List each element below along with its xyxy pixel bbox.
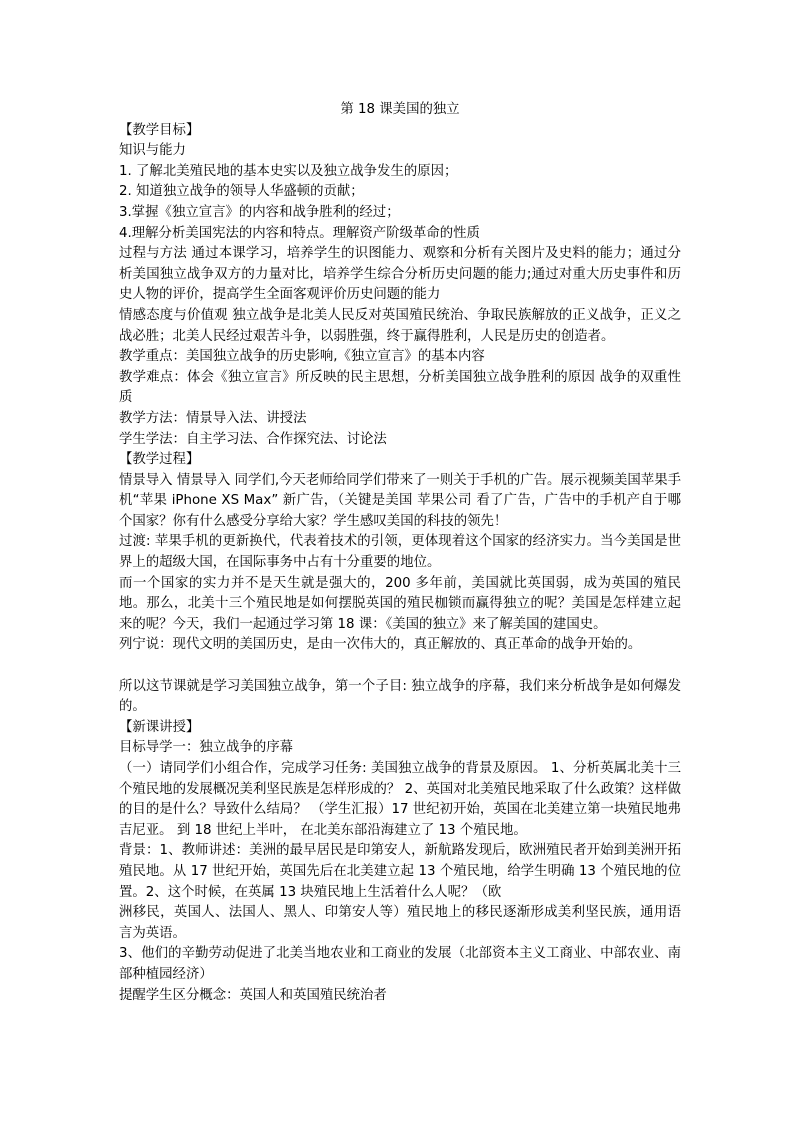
- paragraph: 3.掌握《独立宣言》的内容和战争胜利的经过；: [119, 204, 400, 220]
- paragraph: 学生学法：自主学习法、合作探究法、讨论法: [119, 431, 387, 447]
- paragraph: 知识与能力: [119, 143, 186, 159]
- paragraph: 2. 知道独立战争的领导人华盛顿的贡献；: [119, 184, 364, 200]
- paragraph: 提醒学生区分概念：英国人和英国殖民统治者: [119, 987, 387, 1003]
- document-body: [119, 121, 681, 1007]
- document-title: 第 18 课美国的独立: [340, 102, 460, 117]
- paragraph: 教学重点：美国独立战争的历史影响,《独立宣言》的基本内容: [119, 349, 485, 365]
- paragraph: 情感态度与价值观 独立战争是北美人民反对英国殖民统治、争取民族解放的正义战争，正义之战必胜；北美人民经过艰苦斗争，以弱胜强，终于赢得胜利，人民是历史的创造者。: [119, 307, 681, 344]
- paragraph: 【教学目标】: [119, 122, 200, 138]
- paragraph: 过程与方法 通过本课学习，培养学生的识图能力、观察和分析有关图片及史料的能力；通过分析美国独立战争双方的力量对比，培养学生综合分析历史问题的能力;通过对重大历史事件和历史人物的评价，提高学生全面客观评价历史问题的能力: [119, 246, 681, 303]
- paragraph: 洲移民，英国人、法国人、黑人、印第安人等）殖民地上的移民逐渐形成美利坚民族，通用语言为英语。: [119, 905, 681, 941]
- paragraph: 而一个国家的实力并不是天生就是强大的，200 多年前，美国就比英国弱，成为英国的殖民地。那么，北美十三个殖民地是如何摆脱英国的殖民枷锁而赢得独立的呢？美国是怎样建立起来的呢？今天，我们一起通过学习第 18 课：《美国的独立》来了解美国的建国史。: [119, 575, 681, 632]
- paragraph: 目标导学一：独立战争的序幕: [119, 740, 294, 756]
- paragraph: （一）请同学们小组合作，完成学习任务: 美国独立战争的背景及原因。 1、分析英属北美十三个殖民地的发展概况美利坚民族是怎样形成的？ 2、英国对北美殖民地采取了什么政策？这样做的目的是什么？导致什么结局？ （学生汇报）17 世纪初开始，英国在北美建立第一块殖民地弗吉尼亚。 到 18 世纪上半叶， 在北美东部沿海建立了 13 个殖民地。: [119, 761, 681, 838]
- paragraph: 情景导入 情景导入 同学们,今天老师给同学们带来了一则关于手机的广告。展示视频美国苹果手机“苹果 iPhone XS Max” 新广告，（关键是美国 苹果公司 看了广告，广告中的手机产自于哪个国家？你有什么感受分享给大家？学生感叹美国的科技的领先！: [119, 472, 681, 529]
- paragraph: 【新课讲授】: [119, 719, 200, 735]
- paragraph: 4.理解分析美国宪法的内容和特点。理解资产阶级革命的性质: [119, 225, 480, 241]
- paragraph: 所以这节课就是学习美国独立战争，第一个子目: 独立战争的序幕，我们来分析战争是如何爆发的。: [119, 678, 681, 715]
- blank-line: [119, 656, 681, 677]
- paragraph: 1. 了解北美殖民地的基本史实以及独立战争发生的原因；: [119, 163, 458, 179]
- paragraph: 教学方法：情景导入法、讲授法: [119, 410, 307, 426]
- paragraph: 教学难点：体会《独立宣言》所反映的民主思想，分析美国独立战争胜利的原因 战争的双重性质: [119, 369, 681, 406]
- document-page: [119, 100, 681, 1006]
- paragraph: 3、他们的辛勤劳动促进了北美当地农业和工商业的发展（北部资本主义工商业、中部农业、南部种植园经济）: [119, 946, 681, 982]
- paragraph: 背景：1、教师讲述：美洲的最早居民是印第安人，新航路发现后，欧洲殖民者开始到美洲开拓殖民地。从 17 世纪开始，英国先后在北美建立起 13 个殖民地，给学生明确 13 个殖民地的位置。2、这个时候，在英属 13 块殖民地上生活着什么人呢？（欧: [119, 843, 681, 900]
- paragraph: 过渡: 苹果手机的更新换代，代表着技术的引领，更体现着这个国家的经济实力。当今美国是世界上的超级大国，在国际事务中占有十分重要的地位。: [119, 534, 681, 571]
- paragraph: 【教学过程】: [119, 452, 200, 468]
- paragraph: 列宁说：现代文明的美国历史，是由一次伟大的，真正解放的、真正革命的战争开始的。: [119, 637, 642, 653]
